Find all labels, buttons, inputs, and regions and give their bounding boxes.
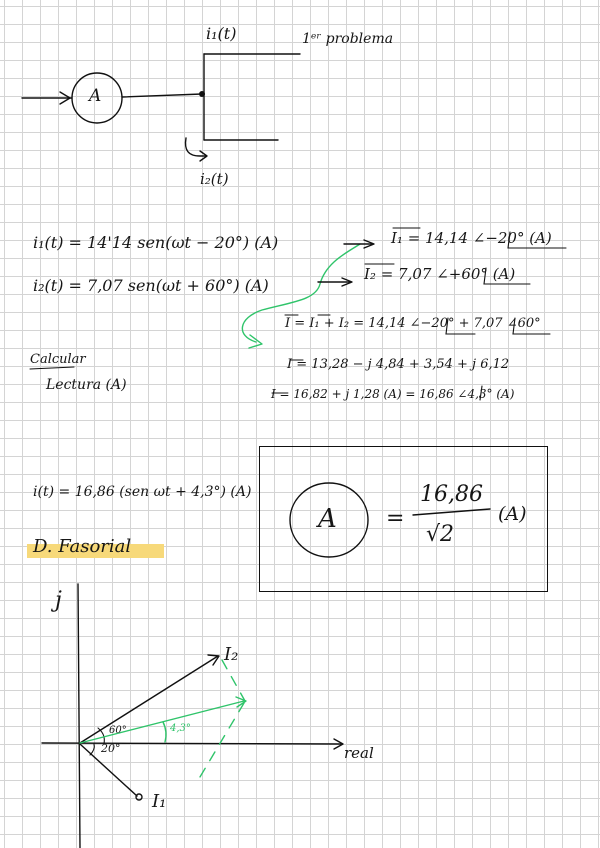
circuit-drawing bbox=[22, 54, 300, 161]
boxed-ammeter-label: A bbox=[318, 504, 337, 534]
sum-equation: I = I₁ + I₂ = 14,14 ∠−20° + 7,07 ∠60° bbox=[285, 316, 541, 331]
boxed-numerator: 16,86 bbox=[420, 482, 483, 507]
phasor-diagram bbox=[42, 584, 343, 848]
diagram-heading: D. Fasorial bbox=[33, 536, 132, 557]
i2-time-equation: i₂(t) = 7,07 sen(ωt + 60°) (A) bbox=[33, 276, 269, 295]
boxed-unit: (A) bbox=[498, 503, 527, 525]
angle-20-label: 20° bbox=[101, 742, 121, 755]
final-time-equation: i(t) = 16,86 (sen ωt + 4,3°) (A) bbox=[33, 484, 252, 500]
real-axis-label: real bbox=[344, 744, 374, 762]
angle-43-label: 4,3° bbox=[170, 723, 191, 734]
lectura-note: Lectura (A) bbox=[46, 377, 127, 393]
angle-60-label: 60° bbox=[109, 725, 127, 736]
ammeter-label: A bbox=[89, 86, 102, 106]
I2-phasor: I₂ = 7,07 ∠+60° (A) bbox=[364, 265, 516, 283]
rect-equation: I = 13,28 − j 4,84 + 3,54 + j 6,12 bbox=[287, 357, 510, 372]
calcular-note: Calcular bbox=[30, 352, 86, 367]
result-equation: I = 16,82 + j 1,28 (A) = 16,86 ∠4,3° (A) bbox=[271, 387, 515, 401]
I2-vector-label: I₂ bbox=[224, 644, 239, 665]
i1-time-equation: i₁(t) = 14'14 sen(ωt − 20°) (A) bbox=[33, 233, 279, 252]
i1-label: i₁(t) bbox=[206, 24, 237, 43]
j-axis-label: j bbox=[55, 588, 62, 613]
problem-title: 1ᵉʳ problema bbox=[302, 31, 394, 47]
I1-vector-label: I₁ bbox=[152, 791, 167, 812]
boxed-equals: = bbox=[386, 506, 405, 531]
boxed-denominator: √2 bbox=[426, 522, 455, 547]
i2-label: i₂(t) bbox=[200, 170, 229, 188]
I1-phasor: I₁ = 14,14 ∠−20° (A) bbox=[391, 229, 552, 247]
